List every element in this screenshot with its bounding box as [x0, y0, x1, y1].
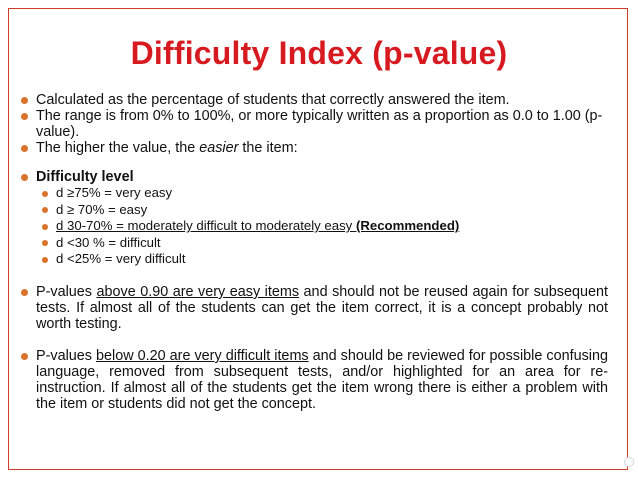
slide-content [20, 92, 608, 412]
difficulty-level-heading [20, 169, 608, 185]
level-text: d ≥ 70% = easy [56, 201, 148, 217]
level-very-difficult [20, 251, 608, 268]
bullet-text-after: the item: [238, 140, 298, 156]
bullet-pvalues-below [20, 348, 608, 412]
bullet-pvalues-above [20, 284, 608, 332]
level-text-underlined: d 30-70% = moderately difficult to moderately easy [56, 218, 353, 234]
pvalue-text-before: P-values [36, 347, 97, 364]
pvalue-text-underlined: above 0.90 are very easy items [96, 283, 300, 300]
bullet-text-emphasis: easier [199, 140, 239, 156]
level-easy [20, 202, 608, 219]
bullet-calculated [20, 92, 608, 108]
level-text: d <30 % = difficult [56, 234, 161, 250]
bullet-text-before: The higher the value, the [36, 140, 200, 156]
level-difficult [20, 235, 608, 252]
bullet-text: Calculated as the percentage of students that correctly answered the item. [36, 92, 510, 108]
pvalue-text-underlined: below 0.20 are very difficult items [96, 347, 309, 364]
pvalue-text-before: P-values [36, 283, 97, 300]
slide-title: Difficulty Index (p-value) [130, 35, 508, 71]
level-recommended [20, 218, 608, 235]
level-very-easy [20, 185, 608, 202]
pvalue-text-after: and should not be reused again for subsequent tests. If almost all of the students can get the item correct, it is a concept probably not worth testing. [36, 283, 608, 332]
level-text: d <25% = very difficult [56, 251, 186, 267]
bullet-range [20, 108, 608, 140]
bullet-text: The range is from 0% to 100%, or more typically written as a proportion as 0.0 to 1.00 (p-value). [36, 108, 603, 140]
bullet-higher-value [20, 140, 608, 156]
recommended-label: (Recommended) [355, 218, 460, 234]
pvalue-text-after: and should be reviewed for possible confusing language, removed from subsequent tests, and/or highlighted for an area for re-instruction. If almost all of the students get the item wrong there is either a problem with the item or students did not get the concept. [36, 347, 608, 412]
heading-text: Difficulty level [36, 169, 134, 185]
level-text: d ≥75% = very easy [56, 185, 173, 200]
slide-corner-circle [624, 457, 634, 467]
